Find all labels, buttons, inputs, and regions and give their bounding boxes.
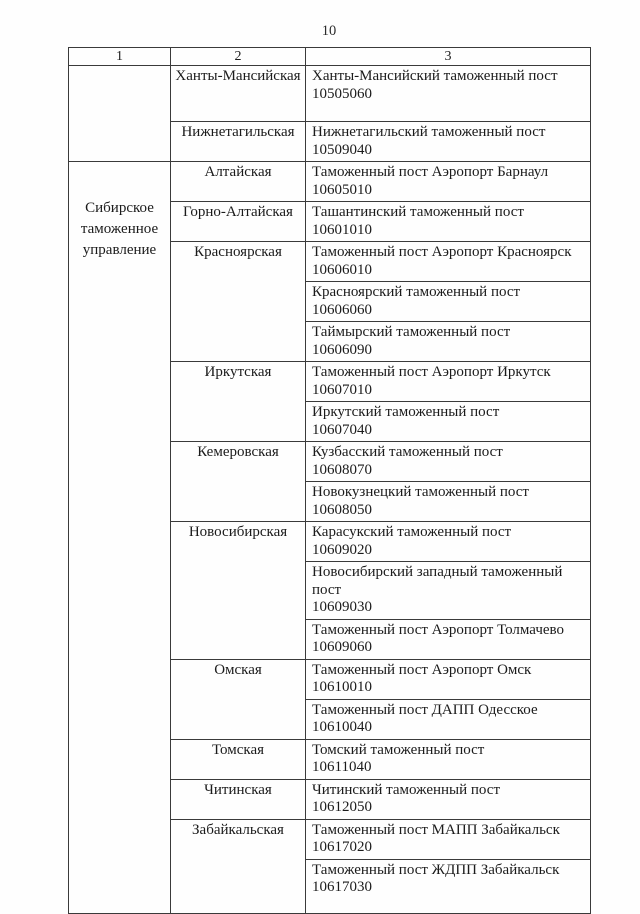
post-code: 10601010 xyxy=(312,221,372,238)
post-code: 10509040 xyxy=(312,141,372,158)
post-cell xyxy=(306,122,591,162)
post-name: Таможенный пост МАПП Забайкальск xyxy=(312,821,560,838)
post-name: Таможенный пост Аэропорт Омск xyxy=(312,661,532,678)
post-cell xyxy=(306,859,591,913)
customs-office-cell: Новосибирская xyxy=(171,522,306,660)
post-cell xyxy=(306,322,591,362)
customs-office-cell: Кемеровская xyxy=(171,442,306,522)
post-cell xyxy=(306,619,591,659)
post-cell xyxy=(306,202,591,242)
post-cell xyxy=(306,442,591,482)
post-cell xyxy=(306,659,591,699)
post-name: Новосибирский западный таможенный пост xyxy=(312,564,563,598)
post-code: 10612050 xyxy=(312,799,372,815)
post-code: 10608050 xyxy=(312,501,372,518)
post-name: Красноярский таможенный пост xyxy=(312,284,521,300)
table-row xyxy=(69,66,591,122)
post-cell xyxy=(306,66,591,122)
post-cell xyxy=(306,482,591,522)
post-code: 10505060 xyxy=(312,85,372,102)
customs-office-cell: Горно-Алтайская xyxy=(171,202,306,242)
customs-office-cell: Иркутская xyxy=(171,362,306,442)
post-name: Таможенный пост Аэропорт Иркутск xyxy=(312,364,551,380)
post-code: 10617020 xyxy=(312,839,372,855)
customs-office-cell: Алтайская xyxy=(171,162,306,202)
post-name: Иркутский таможенный пост xyxy=(312,404,500,420)
post-name: Ханты-Мансийский таможенный пост xyxy=(312,68,558,84)
customs-office-cell: Красноярская xyxy=(171,242,306,362)
post-name: Ташантинский таможенный пост xyxy=(312,204,524,220)
post-name: Таможенный пост Аэропорт Барнаул xyxy=(312,164,549,180)
post-code: 10609060 xyxy=(312,639,372,655)
post-code: 10606010 xyxy=(312,261,372,278)
region-cell-empty xyxy=(69,66,171,162)
post-name: Томский таможенный пост xyxy=(312,741,485,758)
post-cell xyxy=(306,699,591,739)
customs-office-cell: Омская xyxy=(171,659,306,739)
table-header-row xyxy=(69,48,591,66)
page-number: 10 xyxy=(321,23,337,39)
header-col-3: 3 xyxy=(306,48,591,66)
post-cell xyxy=(306,402,591,442)
table-row xyxy=(69,162,591,202)
post-cell xyxy=(306,739,591,779)
post-name: Таможенный пост Аэропорт Толмачево xyxy=(312,621,565,638)
post-name: Новокузнецкий таможенный пост xyxy=(312,484,529,500)
post-cell xyxy=(306,819,591,859)
post-name: Карасукский таможенный пост xyxy=(312,524,512,540)
post-code: 10608070 xyxy=(312,461,372,478)
post-code: 10607010 xyxy=(312,381,372,398)
post-name: Таможенный пост Аэропорт Красноярск xyxy=(312,244,572,260)
customs-office-cell: Ханты-Мансийская xyxy=(171,66,306,122)
post-code: 10607040 xyxy=(312,421,372,438)
post-cell xyxy=(306,282,591,322)
post-cell xyxy=(306,162,591,202)
post-code: 10617030 xyxy=(312,879,372,895)
customs-posts-table xyxy=(68,47,591,914)
customs-office-cell: Нижнетагильская xyxy=(171,122,306,162)
post-cell xyxy=(306,562,591,620)
post-code: 10610040 xyxy=(312,719,372,735)
post-cell xyxy=(306,522,591,562)
post-code: 10606060 xyxy=(312,301,372,318)
header-col-1: 1 xyxy=(69,48,171,66)
post-name: Читинский таможенный пост xyxy=(312,781,500,798)
post-name: Таможенный пост ДАПП Одесское xyxy=(312,701,538,718)
post-code: 10605010 xyxy=(312,181,372,198)
post-name: Таможенный пост ЖДПП Забайкальск xyxy=(312,861,560,878)
post-code: 10609020 xyxy=(312,541,372,558)
post-code: 10606090 xyxy=(312,341,372,358)
customs-office-cell: Читинская xyxy=(171,779,306,819)
customs-office-cell: Забайкальская xyxy=(171,819,306,913)
region-cell-siberian: Сибирское таможенное управление xyxy=(69,162,171,914)
header-col-2: 2 xyxy=(171,48,306,66)
customs-office-cell: Томская xyxy=(171,739,306,779)
post-code: 10609030 xyxy=(312,599,372,615)
post-code: 10610010 xyxy=(312,679,372,695)
post-name: Нижнетагильский таможенный пост xyxy=(312,124,546,140)
post-code: 10611040 xyxy=(312,759,372,775)
post-cell xyxy=(306,779,591,819)
post-name: Таймырский таможенный пост xyxy=(312,324,511,340)
post-cell xyxy=(306,242,591,282)
post-name: Кузбасский таможенный пост xyxy=(312,444,503,460)
post-cell xyxy=(306,362,591,402)
